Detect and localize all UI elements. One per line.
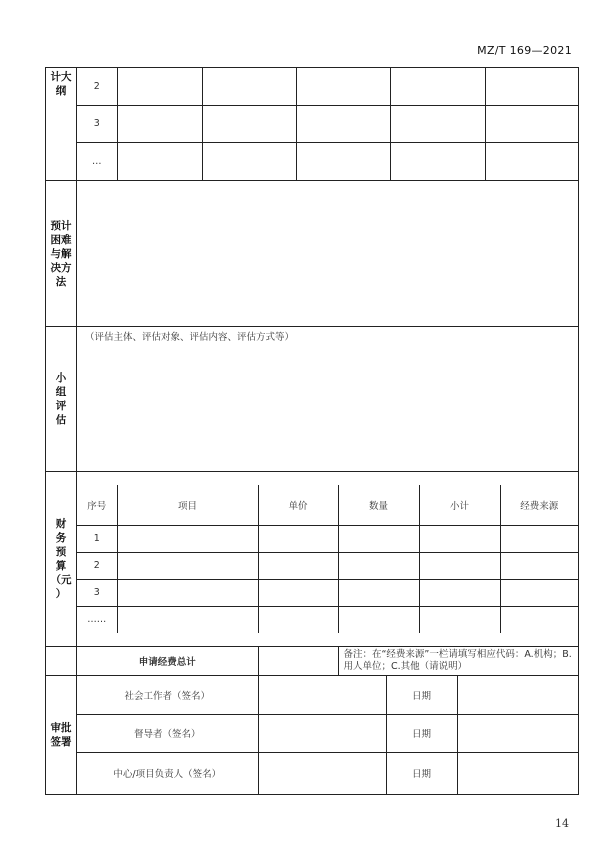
plan-row [77,68,578,105]
budget-total-row [46,647,579,676]
plan-cell[interactable] [296,142,390,180]
col-header-item: 项目 [117,485,258,525]
approval-label-text: 审批 签署 [50,722,72,748]
plan-row-no: 2 [77,68,117,105]
budget-row [77,579,578,606]
plan-cell[interactable] [390,68,485,105]
plan-section [46,68,579,181]
col-header-no: 序号 [77,485,117,525]
plan-cell[interactable] [117,142,202,180]
budget-row [77,552,578,579]
plan-label [46,68,77,181]
approval-row [77,752,578,794]
approval-grid-cell [77,676,579,795]
evaluation-hint: （评估主体、评估对象、评估内容、评估方式等） [85,332,295,343]
date-label: 日期 [386,676,457,714]
signature-field[interactable] [258,752,386,794]
difficulties-label [46,181,77,327]
signature-field[interactable] [258,676,386,714]
plan-cell[interactable] [485,142,578,180]
budget-row [77,606,578,633]
signer-label: 社会工作者（签名） [77,676,258,714]
budget-cell[interactable] [258,579,338,606]
document-code: MZ/T 169—2021 [477,44,572,57]
signer-label: 中心/项目负责人（签名） [77,752,258,794]
date-field[interactable] [457,714,578,752]
budget-cell[interactable] [258,525,338,552]
budget-cell[interactable] [500,579,578,606]
total-grid-cell [77,647,579,676]
budget-cell[interactable] [500,552,578,579]
signature-field[interactable] [258,714,386,752]
budget-cell[interactable] [419,525,500,552]
budget-row [77,525,578,552]
budget-label-text: 财 务 预 算 （元 ） [50,518,72,600]
plan-row [77,142,578,180]
budget-cell[interactable] [117,606,258,633]
col-header-subtotal: 小计 [419,485,500,525]
budget-label [46,472,77,647]
total-label: 申请经费总计 [77,647,258,675]
budget-row-no: 3 [77,579,117,606]
budget-row-no: 1 [77,525,117,552]
budget-header-row [77,485,578,525]
page-number: 14 [555,817,569,830]
date-field[interactable] [457,676,578,714]
approval-section [46,676,579,795]
budget-cell[interactable] [500,606,578,633]
col-header-unit-price: 单价 [258,485,338,525]
date-label: 日期 [386,752,457,794]
difficulties-input-area[interactable] [77,181,579,327]
application-form-table [45,67,579,795]
approval-grid [77,676,578,794]
signer-label: 督导者（签名） [77,714,258,752]
budget-cell[interactable] [419,552,500,579]
budget-cell[interactable] [338,525,419,552]
evaluation-section [46,327,579,472]
budget-cell[interactable] [338,552,419,579]
plan-cell[interactable] [202,142,296,180]
plan-grid-cell [77,68,579,181]
plan-cell[interactable] [296,105,390,142]
plan-cell[interactable] [485,68,578,105]
plan-grid [77,68,578,180]
budget-row-no: 2 [77,552,117,579]
plan-cell[interactable] [296,68,390,105]
budget-cell[interactable] [258,606,338,633]
budget-cell[interactable] [117,525,258,552]
budget-grid-cell [77,472,579,647]
plan-cell[interactable] [117,105,202,142]
plan-label-text: 计大 纲 [50,71,72,97]
plan-cell[interactable] [117,68,202,105]
budget-cell[interactable] [117,552,258,579]
budget-cell[interactable] [338,579,419,606]
plan-cell[interactable] [202,105,296,142]
budget-cell[interactable] [500,525,578,552]
plan-row [77,105,578,142]
budget-cell[interactable] [117,579,258,606]
budget-cell[interactable] [419,579,500,606]
budget-cell[interactable] [258,552,338,579]
total-amount-cell[interactable] [258,647,338,675]
approval-row [77,676,578,714]
fund-source-note: 备注：在“经费来源”一栏请填写相应代码：A.机构；B.用人单位；C.其他（请说明） [338,647,578,675]
plan-row-no: 3 [77,105,117,142]
evaluation-input-area[interactable] [77,327,579,472]
approval-label [46,676,77,795]
difficulties-section [46,181,579,327]
budget-section [46,472,579,647]
plan-cell[interactable] [202,68,296,105]
budget-grid [77,485,578,633]
total-grid [77,647,578,675]
evaluation-label [46,327,77,472]
total-label-spacer [46,647,77,676]
date-label: 日期 [386,714,457,752]
date-field[interactable] [457,752,578,794]
plan-cell[interactable] [390,105,485,142]
budget-cell[interactable] [419,606,500,633]
budget-row-no: …… [77,606,117,633]
col-header-fund-source: 经费来源 [500,485,578,525]
approval-row [77,714,578,752]
plan-cell[interactable] [390,142,485,180]
plan-row-no: … [77,142,117,180]
budget-cell[interactable] [338,606,419,633]
difficulties-label-text: 预计 困难 与解 决方 法 [50,219,72,288]
evaluation-label-text: 小 组 评 估 [55,372,67,426]
col-header-quantity: 数量 [338,485,419,525]
plan-cell[interactable] [485,105,578,142]
